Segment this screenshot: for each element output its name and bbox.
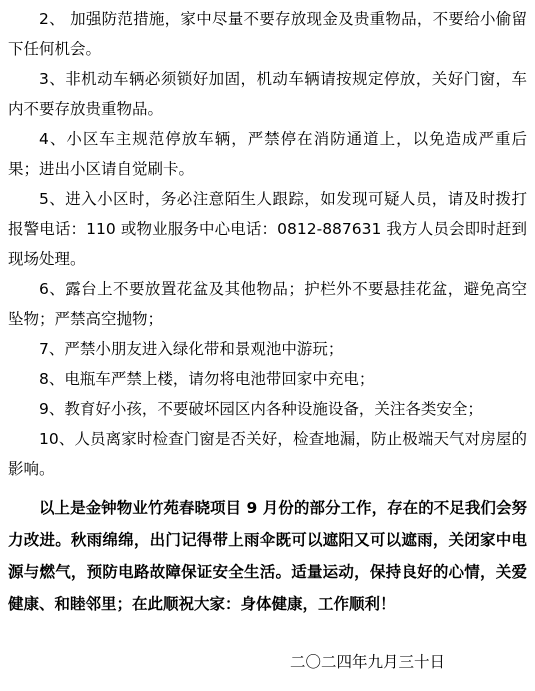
closing-paragraph: 以上是金钟物业竹苑春晓项目 9 月份的部分工作，存在的不足我们会努力改进。秋雨绵绵，出门记得带上雨伞既可以遮阳又可以遮雨，关闭家中电源与燃气，预防电路故障保证安全生活。适量运动，保持良好的心情，关爱健康、和睦邻里；在此顺祝大家：身体健康，工作顺利！ [8, 499, 527, 613]
paragraph-item-4: 4、小区车主规范停放车辆，严禁停在消防通道上，以免造成严重后果；进出小区请自觉刷卡。 [8, 130, 527, 178]
paragraph-spacer [8, 484, 527, 492]
paragraph-item-6: 6、露台上不要放置花盆及其他物品；护栏外不要悬挂花盆，避免高空坠物；严禁高空抛物； [8, 280, 527, 328]
paragraph-item-10: 10、人员离家时检查门窗是否关好，检查地漏，防止极端天气对房屋的影响。 [8, 430, 527, 478]
document-body [8, 4, 527, 620]
paragraph-item-5: 5、进入小区时，务必注意陌生人跟踪，如发现可疑人员，请及时拨打报警电话：110 或物业服务中心电话：0812-887631 我方人员会即时赶到现场处理。 [8, 190, 527, 268]
paragraph-item-3: 3、非机动车辆必须锁好加固，机动车辆请按规定停放，关好门窗，车内不要存放贵重物品。 [8, 70, 527, 118]
paragraph-item-2: 2、 加强防范措施，家中尽量不要存放现金及贵重物品，不要给小偷留下任何机会。 [8, 10, 527, 58]
paragraph-item-9: 9、教育好小孩，不要破坏园区内各种设施设备，关注各类安全； [39, 400, 483, 418]
paragraph-item-7: 7、严禁小朋友进入绿化带和景观池中游玩； [39, 340, 344, 358]
paragraph-item-8: 8、电瓶车严禁上楼，请勿将电池带回家中充电； [39, 370, 375, 388]
document-date: 二〇二四年九月三十日 [290, 653, 446, 671]
